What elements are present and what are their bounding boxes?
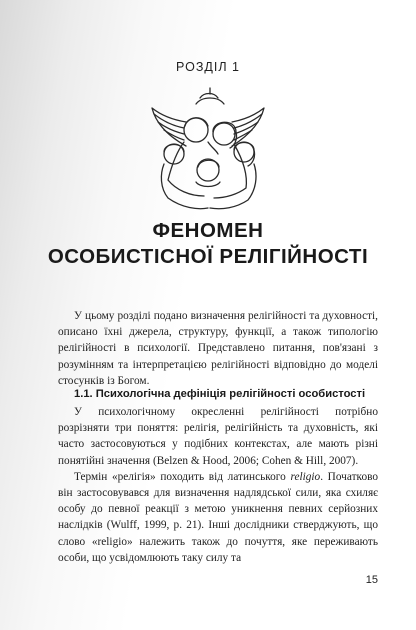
body-paragraph-2 <box>58 469 378 566</box>
chapter-title-line2: ОСОБИСТІСНОЇ РЕЛІГІЙНОСТІ <box>47 245 369 268</box>
paragraph2-end: . Початково він застосовувався для визначення надлядської сили, яка схиляє особу до певної реакції з метою уникнення певних серйозних наслідків (Wulff, 1999, р. 21). Інші дослідники стверджують, що слово «religio» належить також до почуття, яке переживають особи, що усвідомлюють таку силу та <box>58 470 378 564</box>
page-number: 15 <box>365 574 378 586</box>
mother-head <box>213 123 235 145</box>
latin-term: religio <box>290 470 321 483</box>
paragraph2-start: Термін «релігія» походить від латинського <box>74 470 291 483</box>
halo-stroke <box>196 98 224 104</box>
chapter-title <box>0 218 416 270</box>
halo-stroke <box>200 94 218 99</box>
body-text <box>58 404 378 566</box>
body-paragraph-1: У психологічному окресленні релігійності потрібно розрізняти три поняття: релігія, релігійність та духовність, які часто застосовуються у подібних контекстах, але мають різні понятійні значення (Belzen & Hood, 2006; Cohen & Hill, 2007). <box>58 406 378 467</box>
intro-text: У цьому розділі подано визначення релігійності та духовності, описано їхні джерела, структуру, функції, а також типологію релігійності в психології. Представлено питання, пов'язані з розумінням та інтерпретацією релігійності відповідно до моделі стосунків із Богом. <box>58 310 378 387</box>
section-heading: 1.1. Психологічна дефініція релігійності особистості <box>74 388 366 400</box>
chapter-label: РОЗДІЛ 1 <box>176 60 240 74</box>
intro-paragraph <box>58 308 378 389</box>
chapter-title-line1: ФЕНОМЕН <box>152 219 264 242</box>
family-with-angel-wings-illustration <box>138 84 278 219</box>
